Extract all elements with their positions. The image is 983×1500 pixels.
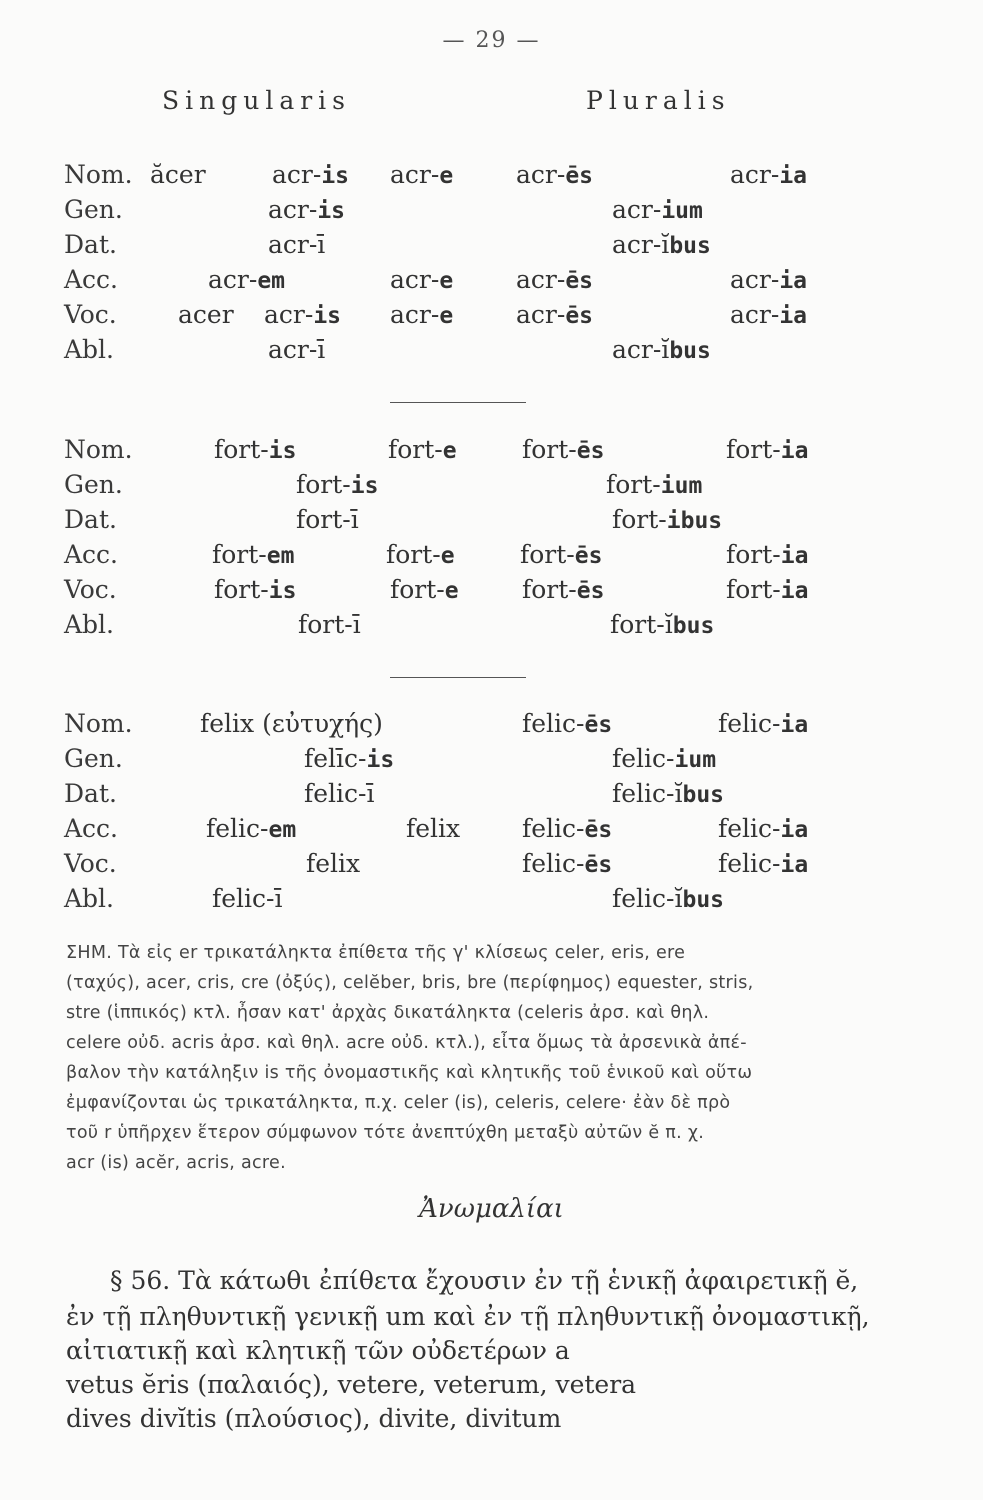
word-stem: fort-	[214, 575, 269, 604]
word-ending: ēs	[565, 163, 594, 189]
table-row	[0, 537, 983, 573]
word-ending: ia	[780, 712, 809, 738]
word-stem: acr-	[730, 160, 780, 189]
word-form: felix	[306, 849, 361, 878]
word-form	[522, 811, 612, 848]
word-form	[268, 227, 325, 263]
table-row	[0, 227, 983, 263]
case-label: Voc.	[64, 849, 117, 878]
word-form	[516, 157, 593, 194]
table-row	[0, 332, 983, 368]
word-form	[208, 262, 285, 299]
word-ending: ibus	[666, 508, 723, 534]
word-ending: em	[257, 268, 286, 294]
word-stem: fort-ĭ	[610, 610, 673, 639]
word-ending: ēs	[565, 268, 594, 294]
word-form	[388, 432, 457, 469]
word-form	[612, 192, 703, 229]
word-form	[606, 467, 702, 504]
word-stem: acr-ĭ	[612, 230, 670, 259]
paragraph-line: dives divĭtis (πλούσιος), divite, divitum	[66, 1404, 562, 1433]
word-stem: acr-	[272, 160, 322, 189]
word-form	[522, 572, 604, 609]
word-stem: felic-	[522, 814, 585, 843]
word-stem: acr-	[516, 300, 566, 329]
case-label: Acc.	[64, 540, 119, 569]
paragraph-line: § 56. Τὰ κάτωθι ἐπίθετα ἔχουσιν ἐν τῇ ἑνικῇ ἀφαιρετικῇ ĕ,	[110, 1266, 859, 1295]
word-form	[516, 262, 593, 299]
word-ending: ēs	[576, 438, 605, 464]
word-ending: ia	[780, 817, 809, 843]
word-ending: e	[442, 438, 457, 464]
word-form	[730, 262, 807, 299]
word-stem: felic-ī	[212, 884, 283, 913]
note-line: (ταχύς), acer, cris, cre (ὀξύς), celĕber, bris, bre (περίφημος) equester, stris,	[66, 973, 754, 993]
word-ending: ia	[779, 303, 808, 329]
word-ending: is	[268, 438, 297, 464]
word-stem: fort-ī	[298, 610, 361, 639]
page-number: — 29 —	[442, 28, 541, 53]
word-stem: fort-	[214, 435, 269, 464]
case-label: Abl.	[64, 335, 114, 364]
case-label: Dat.	[64, 779, 117, 808]
case-label: Abl.	[64, 610, 114, 639]
table-row	[0, 432, 983, 468]
note-line: ἐμφανίζονται ὡς τρικατάληκτα, π.χ. celer (is), celeris, celere· ἐὰν δὲ πρὸ	[66, 1093, 731, 1113]
word-ending: bus	[672, 613, 715, 639]
word-ending: ēs	[584, 817, 613, 843]
word-stem: acr-	[268, 195, 318, 224]
word-stem: fort-	[522, 575, 577, 604]
word-stem: felic-	[612, 744, 675, 773]
word-ending: e	[439, 268, 454, 294]
word-form	[726, 572, 808, 609]
word-stem: fort-	[520, 540, 575, 569]
word-form	[726, 537, 808, 574]
word-stem: felic-ī	[304, 779, 375, 808]
word-stem: acr-	[264, 300, 314, 329]
word-stem: felic-	[718, 814, 781, 843]
word-form	[610, 607, 714, 644]
header-plural: Pluralis	[586, 86, 731, 115]
separator-line	[390, 677, 526, 678]
word-ending: ia	[780, 852, 809, 878]
paragraph-line: αἰτιατικῇ καὶ κλητικῇ τῶν οὐδετέρων a	[66, 1336, 570, 1365]
word-form	[612, 741, 716, 778]
word-ending: e	[439, 303, 454, 329]
word-form	[386, 537, 455, 574]
case-label: Voc.	[64, 575, 117, 604]
word-stem: acr-	[516, 160, 566, 189]
note-line: celere οὐδ. acris ἀρσ. καὶ θηλ. acre οὐδ. κτλ.), εἶτα ὅμως τὰ ἀρσενικὰ ἀπέ-	[66, 1033, 747, 1053]
word-stem: felic-	[718, 849, 781, 878]
word-stem: acr-	[730, 265, 780, 294]
table-row	[0, 572, 983, 608]
word-form	[718, 706, 808, 743]
word-ending: ia	[780, 543, 809, 569]
word-stem: fort-	[726, 575, 781, 604]
word-form	[268, 192, 345, 229]
word-stem: fort-	[606, 470, 661, 499]
word-ending: em	[268, 817, 297, 843]
word-ending: ēs	[574, 543, 603, 569]
word-form	[612, 332, 711, 369]
word-stem: fort-	[726, 540, 781, 569]
case-label: Dat.	[64, 230, 117, 259]
word-stem: acr-ĭ	[612, 335, 670, 364]
word-stem: felic-	[522, 709, 585, 738]
word-ending: is	[313, 303, 342, 329]
word-form: acer	[178, 300, 234, 329]
word-ending: ium	[661, 198, 703, 224]
word-form	[612, 881, 724, 918]
word-form	[304, 776, 374, 812]
word-stem: acr-	[390, 160, 440, 189]
case-label: Gen.	[64, 744, 123, 773]
word-form	[520, 537, 602, 574]
word-form	[522, 432, 604, 469]
word-ending: bus	[669, 338, 711, 364]
table-row	[0, 881, 983, 917]
word-stem: fort-	[296, 470, 351, 499]
separator-line	[390, 402, 526, 403]
word-form	[390, 262, 453, 299]
note-line: βαλον τὴν κατάληξιν is τῆς ὀνομαστικῆς καὶ κλητικῆς τοῦ ἑνικοῦ καὶ οὕτω	[66, 1063, 753, 1083]
word-form	[212, 537, 294, 574]
case-label: Voc.	[64, 300, 117, 329]
word-form	[612, 227, 711, 264]
word-ending: bus	[669, 233, 711, 259]
table-row	[0, 706, 983, 742]
table-row	[0, 741, 983, 777]
word-form	[516, 297, 593, 334]
word-stem: acr-	[516, 265, 566, 294]
word-stem: acr-ī	[268, 230, 326, 259]
word-stem: fort-	[390, 575, 445, 604]
case-label: Dat.	[64, 505, 117, 534]
word-ending: em	[266, 543, 295, 569]
word-form	[206, 811, 296, 848]
header-singular: Singularis	[162, 86, 352, 115]
word-form	[304, 741, 394, 778]
word-form	[272, 157, 349, 194]
table-row	[0, 811, 983, 847]
word-ending: is	[268, 578, 297, 604]
word-stem: acr-	[390, 265, 440, 294]
word-ending: is	[366, 747, 395, 773]
paragraph-line: ἐν τῇ πληθυντικῇ γενικῇ um καὶ ἐν τῇ πληθυντικῇ ὀνομαστικῇ,	[66, 1302, 870, 1331]
word-ending: e	[439, 163, 454, 189]
case-label: Acc.	[64, 265, 119, 294]
word-stem: fort-	[386, 540, 441, 569]
word-ending: bus	[682, 782, 725, 808]
word-ending: is	[350, 473, 379, 499]
word-ending: e	[444, 578, 459, 604]
word-form	[296, 467, 378, 504]
word-stem: fort-	[212, 540, 267, 569]
word-stem: fort-	[388, 435, 443, 464]
note-line: ΣΗΜ. Τὰ εἰς er τρικατάληκτα ἐπίθετα τῆς γ' κλίσεως celer, eris, ere	[66, 943, 686, 963]
case-label: Nom.	[64, 160, 133, 189]
note-line: acr (is) acĕr, acris, acre.	[66, 1153, 286, 1173]
word-form	[212, 881, 282, 917]
note-line: τοῦ r ὑπῆρχεν ἕτερον σύμφωνον τότε ἀνεπτύχθη μεταξὺ αὐτῶν ĕ π. χ.	[66, 1123, 705, 1143]
table-row	[0, 776, 983, 812]
paragraph-line: vetus ĕris (παλαιός), vetere, veterum, vetera	[66, 1370, 637, 1399]
note-block	[66, 938, 926, 1178]
word-ending: ia	[780, 438, 809, 464]
word-ending: is	[321, 163, 350, 189]
word-form	[390, 572, 459, 609]
word-form: ăcer	[150, 160, 206, 189]
word-ending: ēs	[584, 852, 613, 878]
table-row	[0, 297, 983, 333]
word-form	[214, 432, 296, 469]
word-stem: fort-	[612, 505, 667, 534]
word-ending: ium	[674, 747, 717, 773]
word-form	[264, 297, 341, 334]
word-stem: felic-	[718, 709, 781, 738]
word-stem: fort-	[726, 435, 781, 464]
word-form	[522, 846, 612, 883]
word-form	[718, 846, 808, 883]
note-line: stre (ἱππικός) κτλ. ἦσαν κατ' ἀρχὰς δικατάληκτα (celeris ἀρσ. καὶ θηλ.	[66, 1003, 710, 1023]
table-row	[0, 192, 983, 228]
word-ending: ia	[779, 163, 808, 189]
case-label: Gen.	[64, 470, 123, 499]
word-ending: ium	[660, 473, 703, 499]
table-row	[0, 467, 983, 503]
section-title: Ἀνωμαλίαι	[419, 1194, 564, 1224]
table-row	[0, 607, 983, 643]
word-stem: acr-ī	[268, 335, 326, 364]
word-ending: is	[317, 198, 346, 224]
case-label: Nom.	[64, 709, 133, 738]
case-label: Gen.	[64, 195, 123, 224]
word-form	[612, 776, 724, 813]
case-label: Nom.	[64, 435, 133, 464]
word-ending: ēs	[584, 712, 613, 738]
word-form	[390, 297, 453, 334]
word-form	[730, 157, 807, 194]
word-stem: acr-	[208, 265, 258, 294]
table-row	[0, 846, 983, 882]
word-form	[296, 502, 359, 538]
word-ending: e	[440, 543, 455, 569]
table-row	[0, 262, 983, 298]
word-ending: bus	[682, 887, 725, 913]
word-form	[214, 572, 296, 609]
word-stem: acr-	[612, 195, 662, 224]
word-form: felix (εὐτυχής)	[200, 709, 383, 738]
word-form	[612, 502, 722, 539]
table-row	[0, 502, 983, 538]
word-ending: ēs	[576, 578, 605, 604]
word-form	[268, 332, 325, 368]
table-row	[0, 157, 983, 193]
word-form	[390, 157, 453, 194]
word-ending: ēs	[565, 303, 594, 329]
word-stem: felic-	[522, 849, 585, 878]
word-stem: acr-	[390, 300, 440, 329]
word-form	[718, 811, 808, 848]
word-form	[298, 607, 361, 643]
word-stem: fort-ī	[296, 505, 359, 534]
word-stem: acr-	[730, 300, 780, 329]
word-form	[726, 432, 808, 469]
word-ending: ia	[779, 268, 808, 294]
word-stem: felic-ĭ	[612, 884, 683, 913]
word-stem: felic-ĭ	[612, 779, 683, 808]
case-label: Abl.	[64, 884, 114, 913]
word-form	[522, 706, 612, 743]
case-label: Acc.	[64, 814, 119, 843]
word-stem: felīc-	[304, 744, 367, 773]
word-form: felix	[406, 814, 461, 843]
word-stem: fort-	[522, 435, 577, 464]
word-stem: felic-	[206, 814, 269, 843]
word-ending: ia	[780, 578, 809, 604]
word-form	[730, 297, 807, 334]
